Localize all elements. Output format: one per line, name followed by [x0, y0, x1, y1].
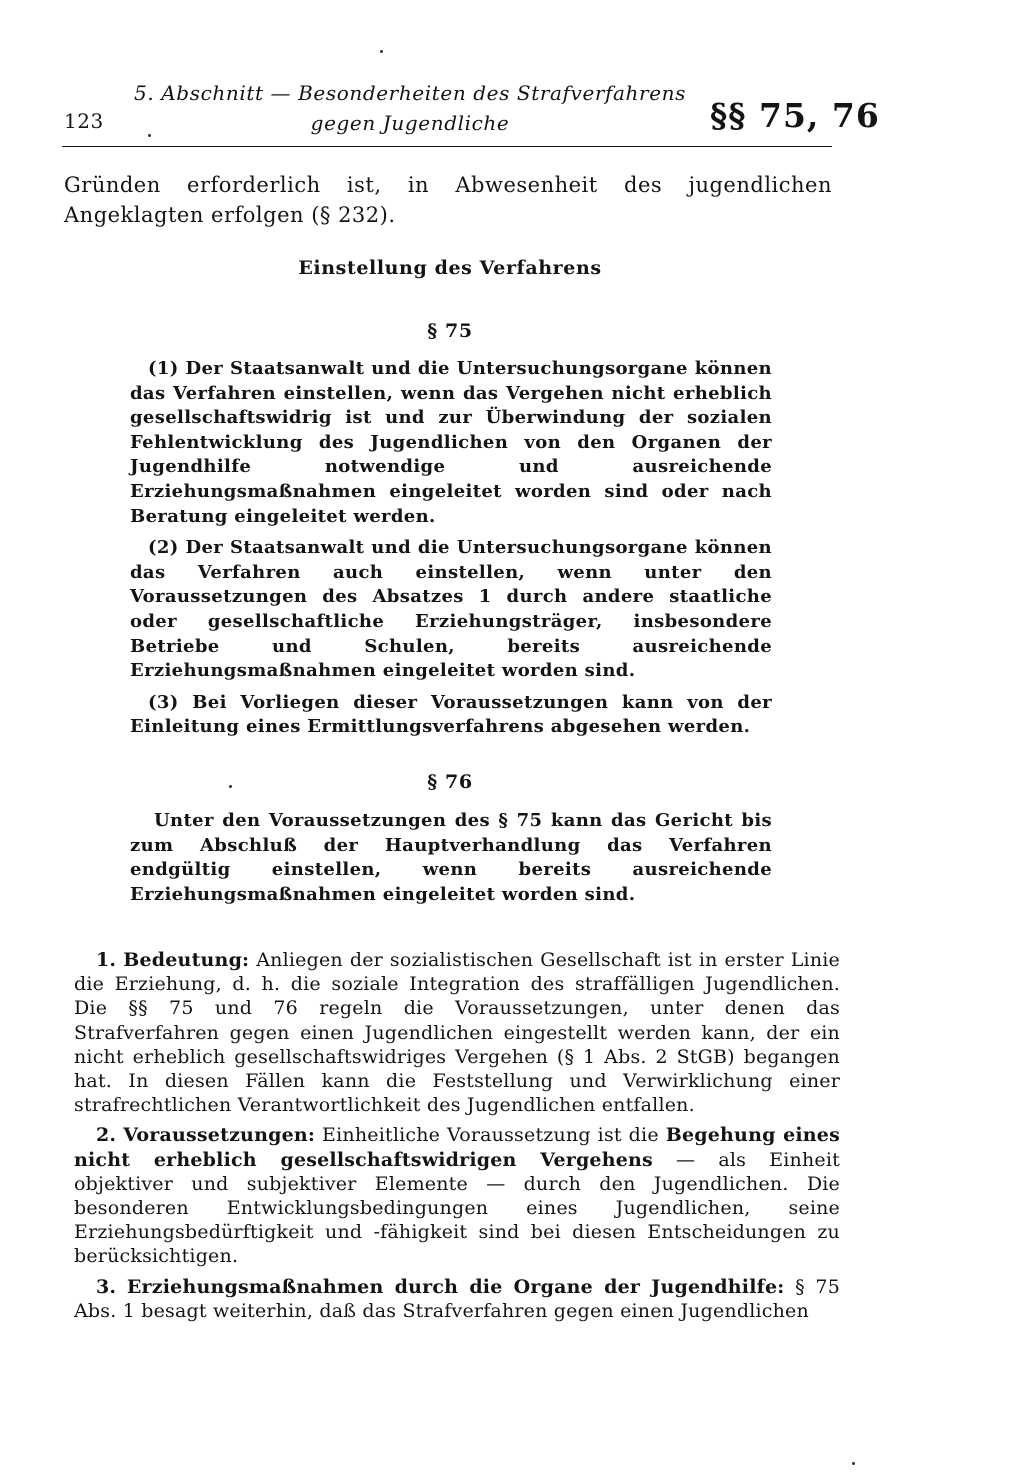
running-head-line-1: 5. Abschnitt — Besonderheiten des Strafverfahrens [134, 81, 686, 105]
section-heading: Einstellung des Verfahrens [298, 257, 602, 279]
scan-speck [380, 50, 383, 53]
scan-speck [852, 1462, 855, 1465]
commentary-item-term: Voraussetzungen: [123, 1124, 316, 1147]
paragraph-76-body: Unter den Voraussetzungen des § 75 kann das Gericht bis zum Abschluß der Hauptverhandlung das Verfahren endgültig einstellen, wenn bereits ausreichende Erziehungsmaßnahmen eingeleitet worden sind. [130, 810, 772, 905]
paragraph-76-title: § 76 [427, 771, 473, 793]
paragraph-75-text [130, 357, 772, 747]
commentary-item-text: § 75 Abs. 1 besagt weiterhin, daß das Strafverfahren gegen einen Jugendlichen [74, 1275, 840, 1322]
header-rule [62, 146, 832, 147]
paragraph-75-subsection-2: (2) Der Staatsanwalt und die Untersuchungsorgane können das Verfahren auch einstellen, wenn unter den Voraussetzungen des Absatzes 1 durch andere staatliche oder gesellschaftliche Erziehungsträger, insbesondere Betriebe und Schulen, bereits ausreichende Erziehungsmaßnahmen eingeleitet worden sind. [130, 537, 772, 682]
commentary-item-emphasis: Begehung eines nicht erheblich gesellschaftswidrigen Vergehens [74, 1124, 840, 1171]
commentary-item-2 [74, 1123, 840, 1268]
commentary-item-text-after: — als Einheit objektiver und subjektiver Elemente — durch den Jugendlichen. Die besonderen Entwicklungsbedingungen eines Jugendlichen, seine Erziehungsbedürftigkeit und -fähigkeit sind bei diesen Entscheidungen zu berücksichtigen. [74, 1148, 840, 1268]
paragraph-75-subsection-1: (1) Der Staatsanwalt und die Untersuchungsorgane können das Verfahren einstellen, wenn das Vergehen nicht erheblich gesellschaftswidrig ist und zur Überwindung der sozialen Fehlentwicklung des Jugendlichen von den Organen der Jugendhilfe notwendige und ausreichende Erziehungsmaßnahmen eingeleitet worden sind oder nach Beratung eingeleitet werden. [130, 358, 772, 527]
commentary-item-3 [74, 1275, 840, 1323]
paragraph-75-subsection-3: (3) Bei Vorliegen dieser Voraussetzungen kann von der Einleitung eines Ermittlungsverfahrens abgesehen werden. [130, 691, 772, 738]
commentary [74, 948, 840, 1329]
paragraph-75-title: § 75 [427, 320, 473, 342]
commentary-item-number: 3. [96, 1275, 117, 1298]
commentary-item-term: Erziehungsmaßnahmen durch die Organe der Jugendhilfe: [126, 1275, 785, 1298]
commentary-item-term: Bedeutung: [123, 949, 250, 971]
commentary-item-text: Einheitliche Voraussetzung ist die [322, 1124, 659, 1147]
running-head [130, 78, 690, 138]
running-head-line-2: gegen Jugendliche [310, 111, 510, 135]
commentary-item-1 [74, 948, 840, 1117]
commentary-item-number: 1. [96, 949, 117, 971]
commentary-item-number: 2. [96, 1124, 117, 1147]
page-number: 123 [64, 109, 104, 133]
commentary-item-text: Anliegen der sozialistischen Gesellschaft ist in erster Linie die Erziehung, d. h. die soziale Integration des straffälligen Jugendlichen. Die §§ 75 und 76 regeln die Voraussetzungen, unter denen das Strafverfahren gegen einen Jugendlichen eingestellt werden kann, der ein nicht erheblich gesellschaftswidriges Vergehen (§ 1 Abs. 2 StGB) begangen hat. In diesen Fällen kann die Feststellung und Verwirklichung einer strafrechtlichen Verantwortlichkeit des Jugendlichen entfallen. [74, 949, 840, 1117]
scan-speck [148, 134, 151, 137]
continuation-paragraph: Gründen erforderlich ist, in Abwesenheit des jugendlichen Angeklagten erfolgen (§ 232). [64, 173, 832, 227]
paragraph-76-text [130, 809, 772, 914]
scan-speck [229, 785, 232, 788]
section-reference: §§ 75, 76 [710, 96, 880, 135]
